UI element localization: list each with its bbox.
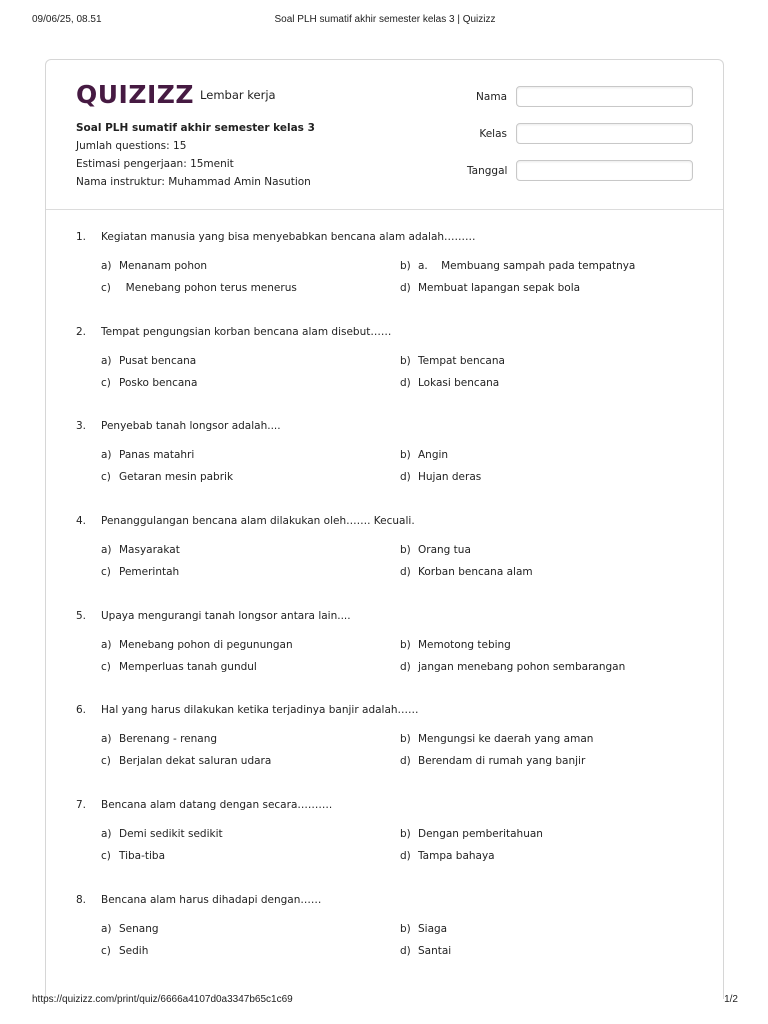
option-letter: a) [101,733,112,745]
estimated-duration: Estimasi pengerjaan: 15menit [76,158,234,170]
option-a [101,639,293,651]
question-text: Penanggulangan bencana alam dilakukan oleh……. Kecuali. [101,515,415,527]
option-letter: d) [400,566,411,578]
option-a [101,355,196,367]
option-letter: b) [400,828,411,840]
option-text: Memotong tebing [418,639,511,651]
option-text: Angin [418,449,449,461]
option-text: a. Membuang sampah pada tempatnya [418,260,636,272]
option-b [400,544,471,556]
question-text: Upaya mengurangi tanah longsor antara lain.... [101,610,351,622]
quiz-title: Soal PLH sumatif akhir semester kelas 3 [76,122,315,134]
option-letter: d) [400,945,411,957]
option-d [400,661,625,673]
print-date: 09/06/25, 08.51 [32,14,102,25]
option-letter: b) [400,733,411,745]
option-a [101,733,217,745]
option-text: Berendam di rumah yang banjir [418,755,586,767]
option-b [400,449,448,461]
option-letter: b) [400,260,411,272]
instructor-name: Nama instruktur: Muhammad Amin Nasution [76,176,311,188]
question-item [46,589,723,684]
option-letter: d) [400,377,411,389]
option-a [101,828,223,840]
option-letter: c) [101,755,111,767]
option-text: Berjalan dekat saluran udara [119,755,272,767]
option-text: Pusat bencana [119,355,197,367]
logo-subtitle: Lembar kerja [200,87,276,102]
option-text: Senang [119,923,159,935]
question-number: 8. [76,894,87,906]
option-letter: c) [101,471,111,483]
option-letter: a) [101,544,112,556]
option-d [400,282,580,294]
option-c [101,566,179,578]
question-text: Bencana alam datang dengan secara………. [101,799,333,811]
question-text: Tempat pengungsian korban bencana alam disebut…… [101,326,392,338]
question-item [46,305,723,400]
question-number: 7. [76,799,87,811]
option-text: Menebang pohon terus menerus [119,282,297,294]
print-footer [32,994,738,1010]
option-text: Tempat bencana [418,355,505,367]
class-input[interactable] [516,123,693,144]
option-letter: c) [101,850,111,862]
option-c [101,282,297,294]
date-field-row [467,160,693,181]
option-d [400,945,451,957]
option-b [400,733,593,745]
option-letter: a) [101,923,112,935]
option-text: Tampa bahaya [418,850,495,862]
option-c [101,471,233,483]
option-letter: a) [101,828,112,840]
option-text: Tiba-tiba [119,850,166,862]
print-header [32,14,738,30]
option-c [101,755,271,767]
option-text: Sedih [119,945,149,957]
option-text: Getaran mesin pabrik [119,471,234,483]
option-d [400,566,533,578]
option-a [101,544,180,556]
worksheet-header [46,60,723,210]
option-text: Lokasi bencana [418,377,500,389]
option-text: Mengungsi ke daerah yang aman [418,733,594,745]
question-item [46,683,723,778]
option-b [400,639,511,651]
option-c [101,850,165,862]
question-number: 3. [76,420,87,432]
option-letter: d) [400,661,411,673]
option-c [101,661,257,673]
print-title: Soal PLH sumatif akhir semester kelas 3 | Quizizz [274,14,496,25]
option-letter: c) [101,566,111,578]
option-letter: d) [400,850,411,862]
option-letter: b) [400,923,411,935]
option-d [400,377,499,389]
option-letter: c) [101,945,111,957]
question-text: Bencana alam harus dihadapi dengan…… [101,894,322,906]
print-url[interactable]: https://quizizz.com/print/quiz/6666a4107d0a3347b65c1c69 [32,994,293,1005]
quiz-meta [76,119,315,191]
option-c [101,377,197,389]
question-number: 1. [76,231,87,243]
option-text: Demi sedikit sedikit [119,828,223,840]
question-count: Jumlah questions: 15 [76,140,187,152]
option-text: Panas matahri [119,449,195,461]
option-a [101,923,159,935]
option-letter: b) [400,639,411,651]
question-number: 2. [76,326,87,338]
quizizz-logo [76,78,276,110]
option-text: Santai [418,945,452,957]
option-d [400,850,495,862]
question-item [46,210,723,305]
question-text: Penyebab tanah longsor adalah.... [101,420,281,432]
option-b [400,828,543,840]
worksheet [45,59,724,999]
option-letter: b) [400,355,411,367]
class-field-row [467,123,693,144]
class-label: Kelas [479,127,507,140]
logo-wordmark: QUIZIZZ [76,79,195,109]
option-a [101,449,194,461]
option-b [400,260,635,272]
option-a [101,260,207,272]
option-letter: b) [400,544,411,556]
question-number: 6. [76,704,87,716]
option-letter: c) [101,282,111,294]
option-letter: a) [101,639,112,651]
option-b [400,923,447,935]
option-letter: b) [400,449,411,461]
name-label: Nama [476,90,507,103]
option-text: jangan menebang pohon sembarangan [418,661,626,673]
name-field-row [469,86,693,107]
option-text: Orang tua [418,544,471,556]
option-letter: a) [101,260,112,272]
option-letter: a) [101,449,112,461]
question-number: 4. [76,515,87,527]
option-text: Korban bencana alam [418,566,533,578]
option-text: Memperluas tanah gundul [119,661,257,673]
option-text: Dengan pemberitahuan [418,828,543,840]
option-text: Hujan deras [418,471,482,483]
option-letter: c) [101,377,111,389]
page-number: 1/2 [724,994,738,1005]
question-number: 5. [76,610,87,622]
name-input[interactable] [516,86,693,107]
option-letter: a) [101,355,112,367]
option-text: Masyarakat [119,544,180,556]
option-letter: d) [400,471,411,483]
question-text: Hal yang harus dilakukan ketika terjadinya banjir adalah…… [101,704,419,716]
option-text: Pemerintah [119,566,180,578]
option-text: Menebang pohon di pegunungan [119,639,293,651]
option-text: Berenang - renang [119,733,218,745]
option-letter: c) [101,661,111,673]
question-item [46,873,723,968]
option-d [400,471,481,483]
option-text: Membuat lapangan sepak bola [418,282,581,294]
option-c [101,945,148,957]
question-item [46,399,723,494]
question-item [46,494,723,589]
option-b [400,355,505,367]
option-text: Menanam pohon [119,260,208,272]
option-text: Posko bencana [119,377,198,389]
option-letter: d) [400,282,411,294]
question-item [46,778,723,873]
option-letter: d) [400,755,411,767]
date-label: Tanggal [467,164,508,177]
date-input[interactable] [516,160,693,181]
option-text: Siaga [418,923,448,935]
option-d [400,755,585,767]
question-text: Kegiatan manusia yang bisa menyebabkan bencana alam adalah……… [101,231,476,243]
